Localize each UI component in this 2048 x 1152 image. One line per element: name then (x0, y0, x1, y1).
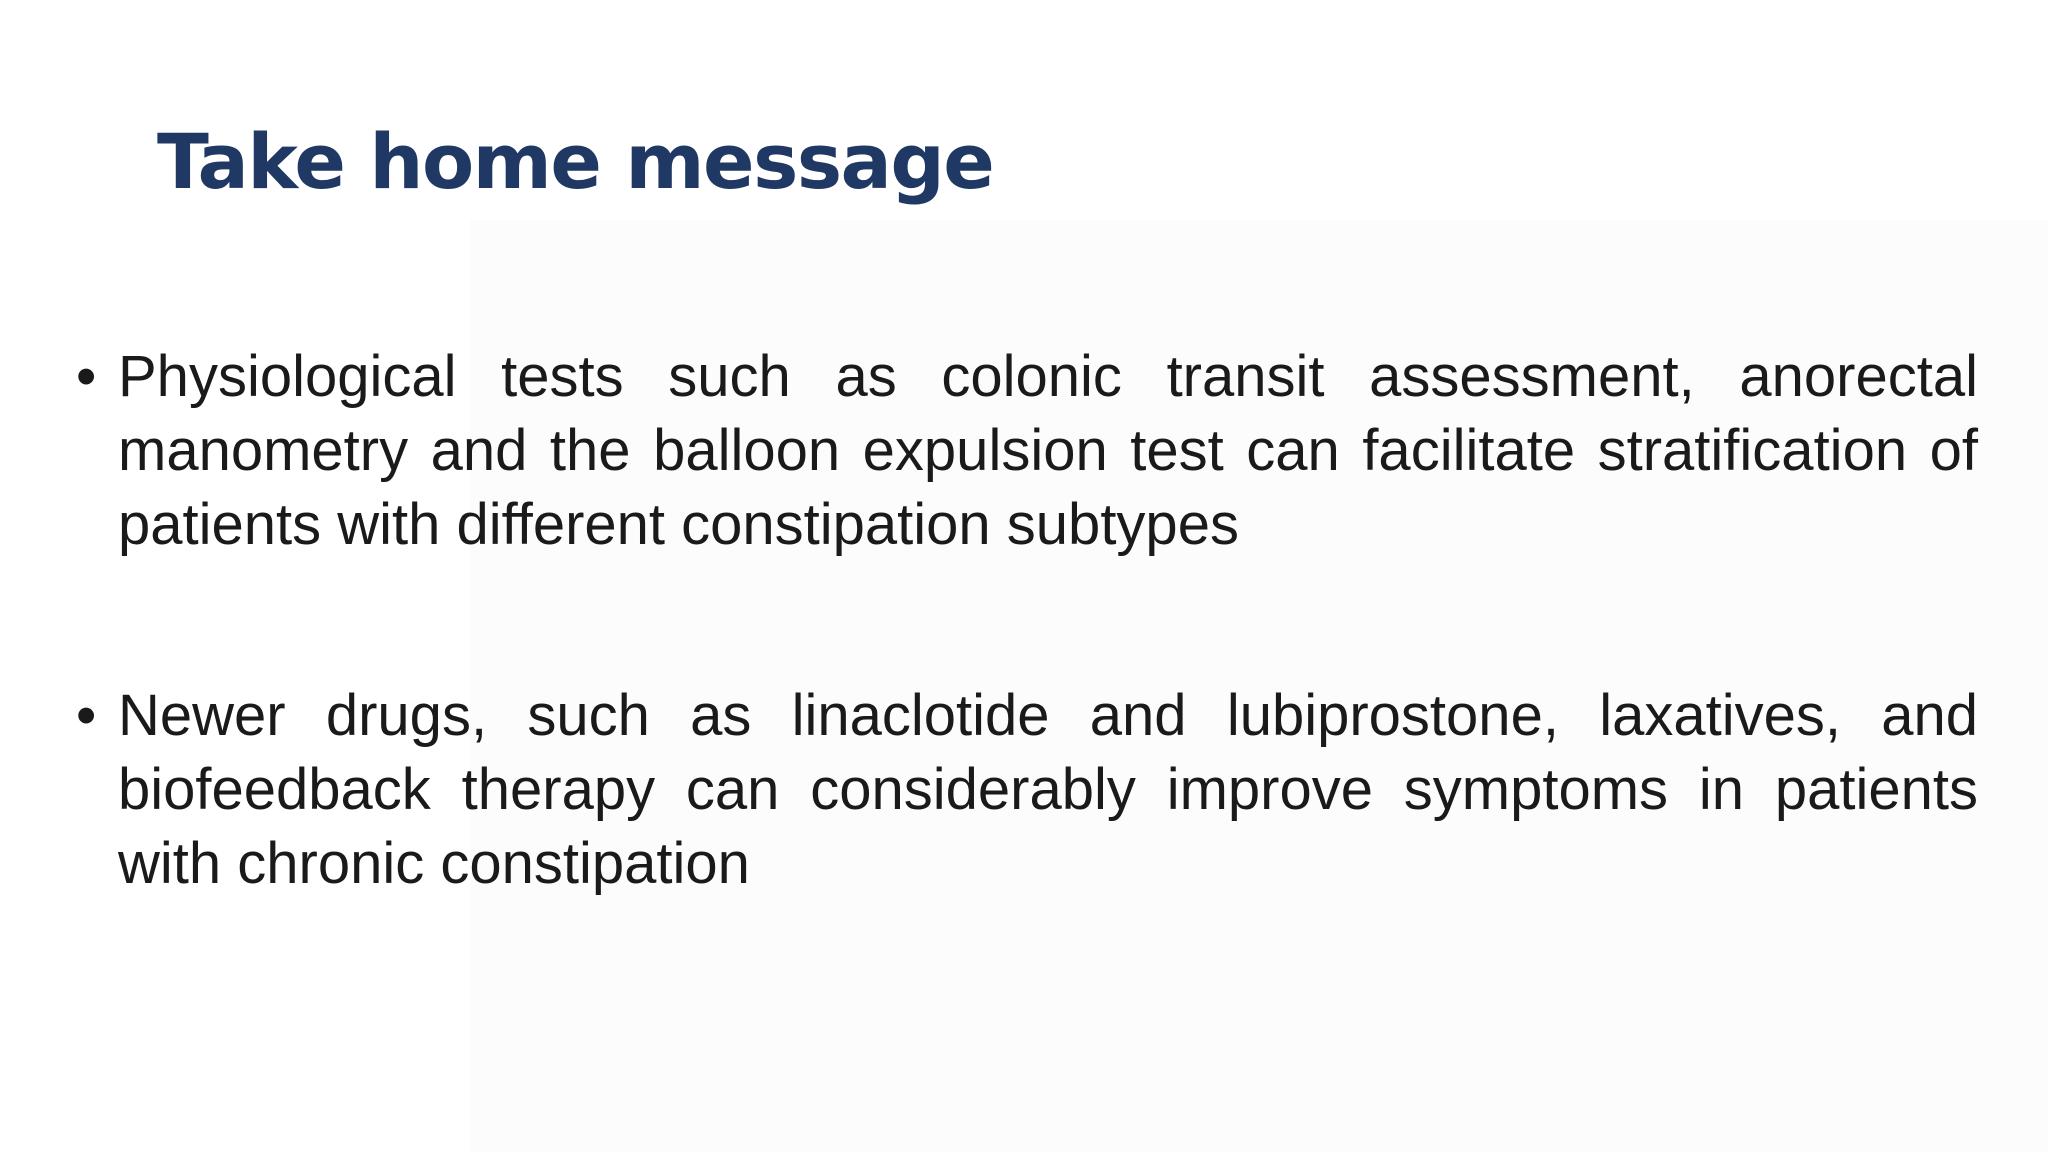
bullet-list (76, 340, 1978, 1018)
bullet-dot-icon: • (76, 344, 97, 409)
bullet-dot-icon: • (76, 683, 97, 748)
bullet-text: Physiological tests such as colonic transit assessment, anorectal manometry and the balloon expulsion test can facilitate stratification of patients with different constipation subtypes (118, 344, 1978, 557)
bullet-text: Newer drugs, such as linaclotide and lubiprostone, laxatives, and biofeedback therapy can considerably improve symptoms in patients with chronic constipation (118, 683, 1978, 896)
slide-title: Take home message (157, 117, 994, 206)
bullet-item-newer-drugs (76, 679, 1978, 901)
bullet-item-physiological-tests (76, 340, 1978, 562)
